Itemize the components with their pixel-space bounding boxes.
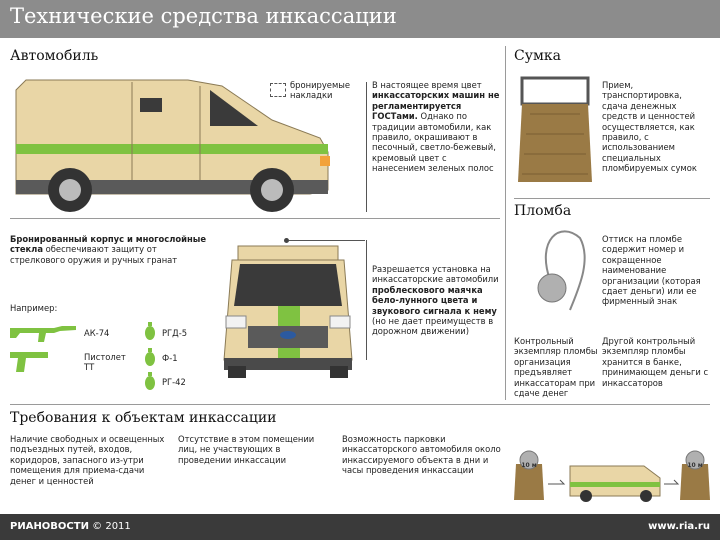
divider: [514, 198, 710, 199]
requirement-item: Отсутствие в этом помещении лиц, не участвующих в проведении инкассации: [178, 434, 315, 465]
car-color-bold: инкассаторских машин не регламентируется ГОСТами.: [372, 90, 500, 122]
rifle-icon: [10, 322, 76, 344]
beacon-note: [372, 264, 500, 337]
divider: [505, 46, 506, 400]
requirement-item: Возможность парковки инкассаторского автомобиля около инкассируемого объекта в дни и часы проведения инкассации: [342, 434, 501, 476]
bag-text: Прием, транспортировка, сдача денежных средств и ценностей осуществляется, как правило, с использованием специальных пломбируемых сумок: [602, 80, 697, 174]
van-front-illustration: [218, 240, 358, 380]
leader-line: [366, 82, 367, 212]
beacon-text: Разрешается установка на инкассаторские автомобили: [372, 264, 499, 285]
divider: [10, 404, 710, 405]
grenade-label: РГ-42: [162, 377, 186, 387]
grenade-icon: [144, 348, 156, 366]
armor-text: обеспечивают защиту от стрелкового оружия и ручных гранат: [10, 244, 178, 265]
distance-badge: 10 м: [521, 462, 537, 469]
section-bag-heading: Сумка: [514, 48, 561, 64]
grenade-icon: [144, 322, 156, 340]
bag-illustration: [512, 74, 598, 190]
requirement-item: Наличие свободных и освещенных подъездных путей, входов, коридоров, запасного из-утри помещения для приема-сдачи денег и ценностей: [10, 434, 165, 486]
beacon-text-2: (но не дает преимуществ в дорожном движении): [372, 316, 494, 337]
car-color-text-2: Однако по традиции автомобили, как правило, окрашивают в песочный, светло-бежевый, кремовый цвет с нанесением зеленых полос: [372, 111, 496, 174]
divider: [10, 218, 500, 219]
section-requirements-heading: Требования к объектам инкассации: [10, 410, 277, 426]
brand-name: РИАНОВОСТИ: [10, 521, 89, 532]
grenade-label: Ф-1: [162, 353, 178, 363]
example-label: Например:: [10, 303, 58, 313]
footer-site-link[interactable]: www.ria.ru: [648, 521, 710, 532]
leader-line: [366, 240, 367, 360]
transfer-scene-illustration: [514, 444, 710, 504]
grenade-label: РГД-5: [162, 328, 188, 338]
leader-line: [289, 240, 365, 241]
car-color-text: В настоящее время цвет: [372, 80, 482, 90]
weapon-label: АК-74: [84, 328, 110, 338]
seal-control-left: Контрольный экземпляр пломбы организация предъявляет инкассаторам при сдаче денег: [514, 336, 598, 399]
section-car-heading: Автомобиль: [10, 48, 99, 64]
pistol-icon: [10, 350, 50, 374]
copyright: © 2011: [92, 521, 131, 532]
footer-bar: [0, 514, 720, 540]
weapon-label: Пистолет ТТ: [84, 352, 126, 373]
car-color-note: [372, 80, 500, 174]
legend-swatch: [270, 83, 286, 97]
armor-bold: Бронированный корпус и многослойные стекла: [10, 234, 207, 255]
section-seal-heading: Пломба: [514, 203, 572, 219]
seal-imprint-text: Оттиск на пломбе содержит номер и сокращенное наименование организации (которая сдает деньги) или ее фирменный знак: [602, 234, 701, 307]
beacon-bold: проблескового маячка бело-лунного цвета и звукового сигнала к нему: [372, 284, 497, 316]
seal-illustration: [530, 220, 596, 320]
page-title: Технические средства инкассации: [10, 4, 397, 28]
distance-badge: 10 м: [687, 462, 703, 469]
armored-label: бронируемые накладки: [290, 80, 351, 101]
title-bar: [0, 0, 720, 38]
armor-note: [10, 234, 210, 265]
grenade-icon: [144, 372, 156, 390]
footer-brand: [10, 521, 131, 532]
seal-control-right: Другой контрольный экземпляр пломбы хранится в банке, принимающем деньги с инкассаторов: [602, 336, 709, 388]
